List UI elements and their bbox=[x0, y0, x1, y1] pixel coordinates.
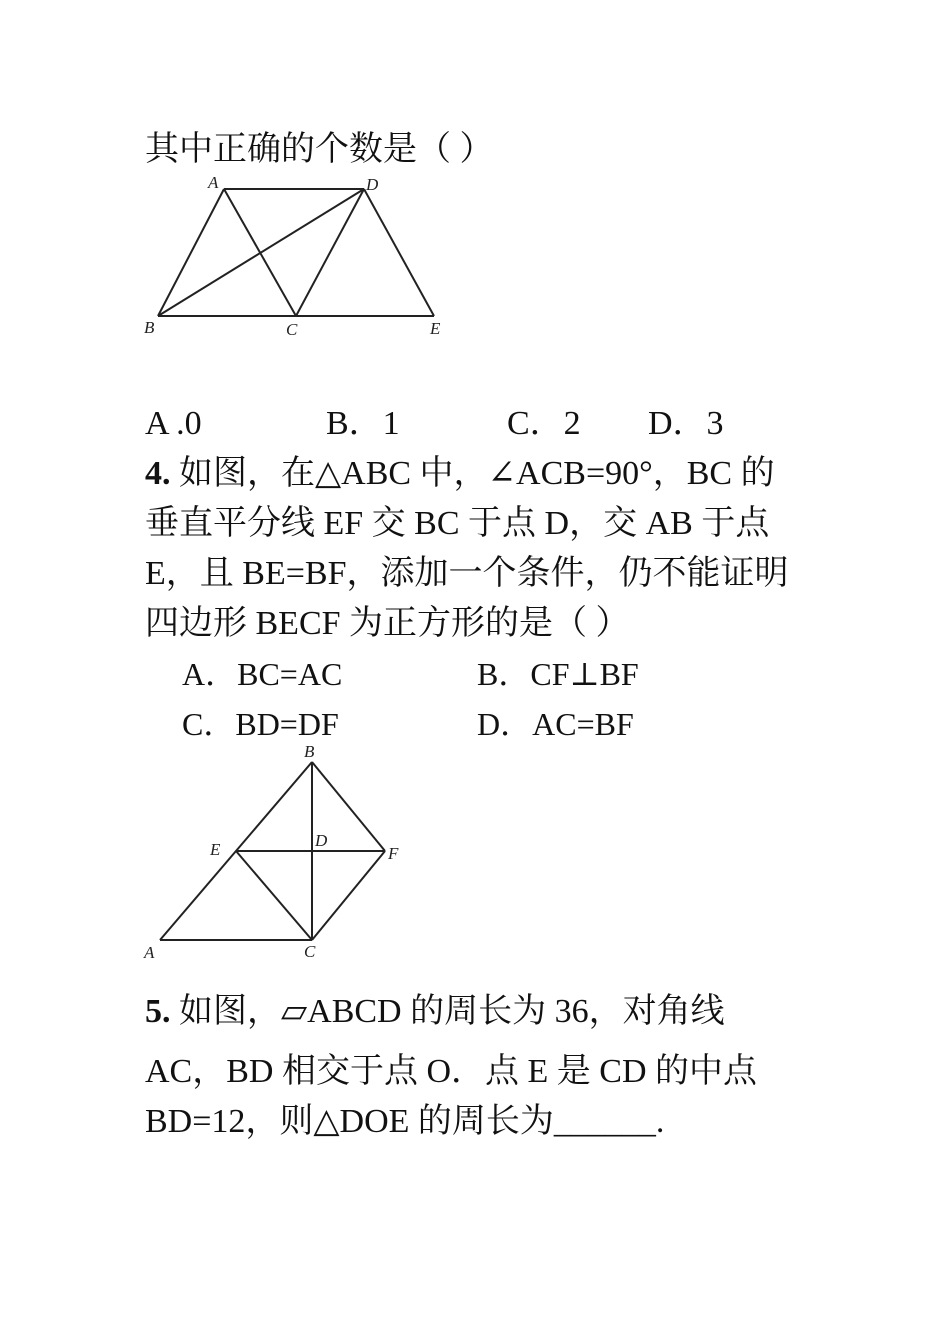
segment-ab bbox=[158, 189, 224, 316]
point-label-d: D bbox=[366, 175, 379, 194]
segment-fc bbox=[312, 851, 385, 940]
q4-figure bbox=[140, 740, 420, 970]
q3-option-d: D．3 bbox=[648, 405, 724, 442]
point-label-e: E bbox=[210, 840, 221, 859]
q4-number: 4. bbox=[145, 455, 171, 492]
point-label-b: B bbox=[304, 742, 315, 761]
point-label-a: A bbox=[208, 173, 219, 192]
point-label-e: E bbox=[430, 319, 441, 338]
q4-stem-line-4: 四边形 BECF 为正方形的是（ ） bbox=[145, 605, 630, 642]
q4-option-a: A．BC=AC bbox=[182, 656, 343, 692]
q3-option-b: B．1 bbox=[326, 405, 400, 442]
q4-stem-line-1: 4. 如图，在△ABC 中，∠ACB=90°，BC 的 bbox=[145, 455, 775, 492]
point-label-f: F bbox=[388, 844, 399, 863]
q5-number: 5. bbox=[145, 993, 171, 1030]
segment-cd bbox=[296, 189, 364, 316]
q5-stem-line-1: 5. 如图，▱ABCD 的周长为 36，对角线 bbox=[145, 993, 725, 1030]
q3-figure bbox=[140, 170, 460, 350]
q4-stem-line-3: E，且 BE=BF，添加一个条件，仍不能证明 bbox=[145, 555, 789, 592]
segment-ec bbox=[236, 851, 312, 940]
q4-stem-line-2: 垂直平分线 EF 交 BC 于点 D，交 AB 于点 bbox=[145, 505, 770, 542]
q5-stem-line-3: BD=12，则△DOE 的周长为______. bbox=[145, 1103, 665, 1140]
point-label-d: D bbox=[315, 831, 328, 850]
point-label-c: C bbox=[304, 942, 316, 961]
q4-option-d: D．AC=BF bbox=[477, 706, 634, 742]
segment-de bbox=[364, 189, 434, 316]
q5-stem-line-2: AC，BD 相交于点 O．点 E 是 CD 的中点 bbox=[145, 1053, 758, 1090]
q3-option-a: A .0 bbox=[145, 405, 202, 442]
q3-option-c: C．2 bbox=[507, 405, 581, 442]
q4-option-c: C．BD=DF bbox=[182, 706, 339, 742]
point-label-c: C bbox=[286, 320, 298, 339]
segment-bd bbox=[158, 189, 364, 316]
point-label-a: A bbox=[144, 943, 155, 962]
point-label-b: B bbox=[144, 318, 155, 337]
q3-stem-tail: 其中正确的个数是（ ） bbox=[145, 131, 494, 168]
q4-option-b: B．CF⊥BF bbox=[477, 656, 639, 692]
